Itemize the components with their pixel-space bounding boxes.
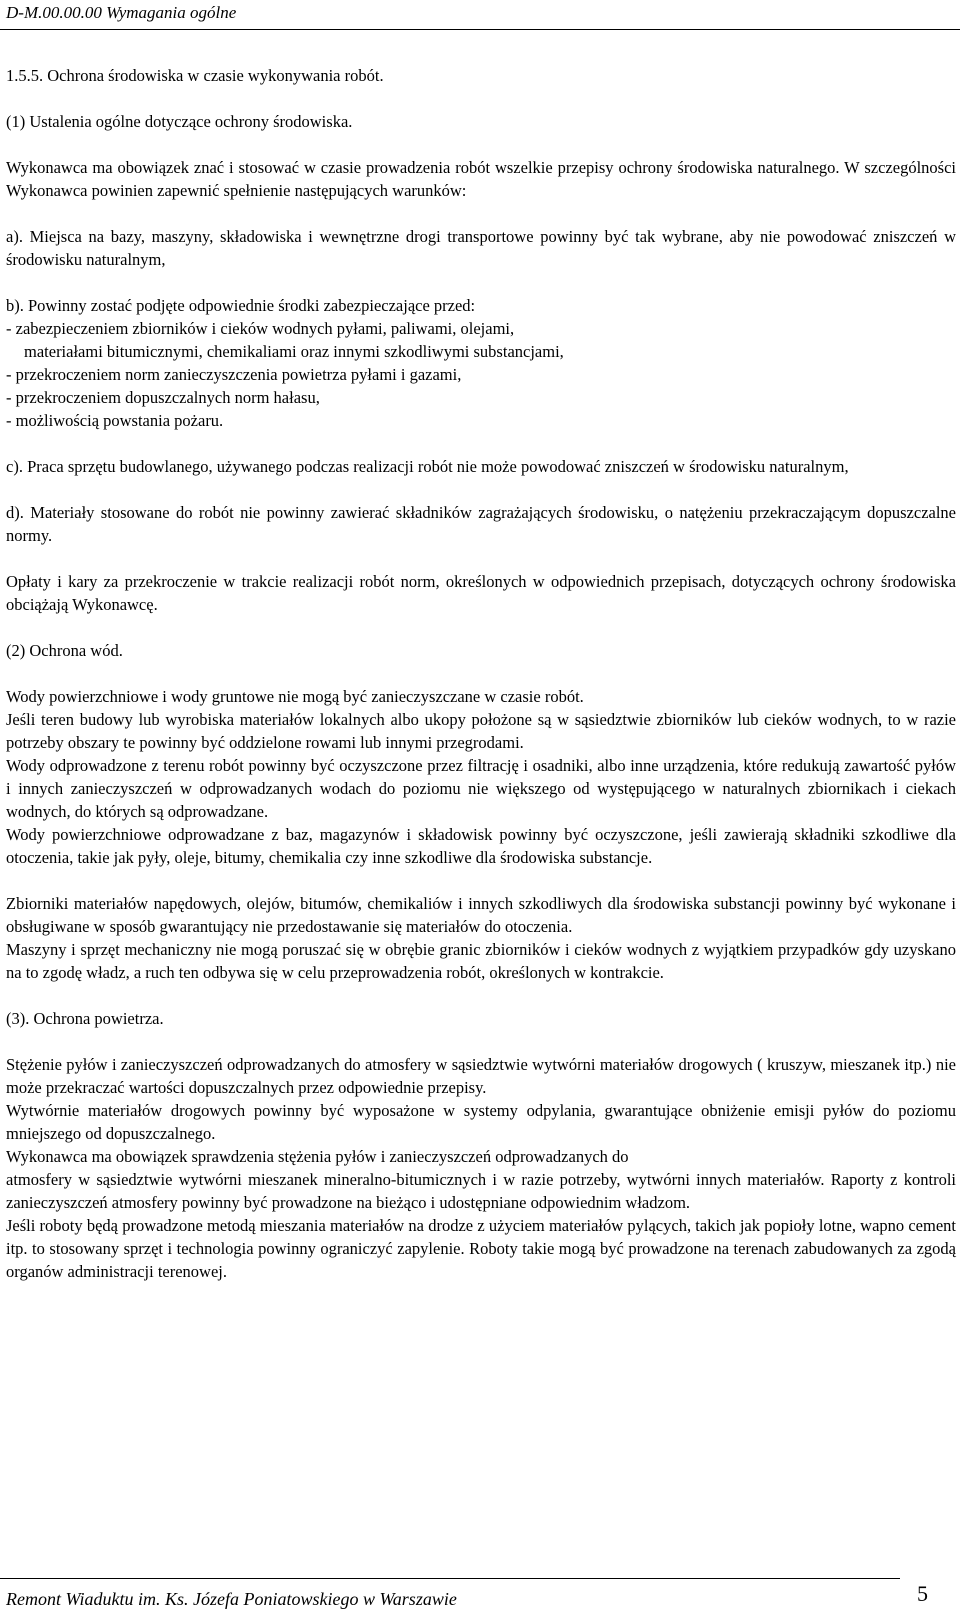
paragraph-item-b: b). Powinny zostać podjęte odpowiednie środki zabezpieczające przed: xyxy=(6,296,476,315)
paragraph-item-c: c). Praca sprzętu budowlanego, używanego podczas realizacji robót nie może powodować zniszczeń w środowisku naturalnym, xyxy=(6,457,849,476)
footer-divider xyxy=(0,1578,900,1579)
page-footer-title: Remont Wiaduktu im. Ks. Józefa Poniatowskiego w Warszawie xyxy=(6,1589,457,1609)
paragraph-air-2: Wytwórnie materiałów drogowych powinny być wyposażone w systemy odpylania, gwarantujące obniżenie emisji pyłów do poziomu mniejszego od dopuszczalnego. xyxy=(6,1101,956,1143)
section-heading-1-5-5: 1.5.5. Ochrona środowiska w czasie wykonywania robót. xyxy=(6,66,384,85)
paragraph-tanks: Zbiorniki materiałów napędowych, olejów, bitumów, chemikaliów i innych szkodliwych dla środowiska substancji powinny być wykonane i obsługiwane w sposób gwarantujący nie przedostawanie się materiałów do otoczenia. xyxy=(6,894,956,936)
list-item-b-4: - możliwością powstania pożaru. xyxy=(6,411,224,430)
list-item-b-2: - przekroczeniem norm zanieczyszczenia powietrza pyłami i gazami, xyxy=(6,365,462,384)
paragraph-item-a: a). Miejsca na bazy, maszyny, składowiska i wewnętrzne drogi transportowe powinny być tak wybrane, aby nie powodować zniszczeń w środowisku naturalnym, xyxy=(6,227,956,269)
list-item-b-1: - zabezpieczeniem zbiorników i cieków wodnych pyłami, paliwami, olejami, xyxy=(6,319,515,338)
paragraph-item-d: d). Materiały stosowane do robót nie powinny zawierać składników zagrażających środowisku, o natężeniu przekraczającym dopuszczalne normy. xyxy=(6,503,956,545)
paragraph-water-1: Wody powierzchniowe i wody gruntowe nie mogą być zanieczyszczane w czasie robót. xyxy=(6,687,584,706)
paragraph-air-4: Jeśli roboty będą prowadzone metodą mieszania materiałów na drodze z użyciem materiałów pylących, takich jak popioły lotne, wapno cement itp. to stosowany sprzęt i technologia powinny ograniczyć zapylenie. Roboty takie mogą być prowadzone na terenach zabudowanych za zgodą organów administracji terenowej. xyxy=(6,1216,956,1281)
paragraph-water-2: Jeśli teren budowy lub wyrobiska materiałów lokalnych albo ukopy położone są w sąsiedztwie zbiorników lub cieków wodnych, to w razie potrzeby obszary te powinny być oddzielone rowami lub innymi przegrodami. xyxy=(6,710,956,752)
subsection-heading-general: (1) Ustalenia ogólne dotyczące ochrony środowiska. xyxy=(6,112,353,131)
paragraph-water-3: Wody odprowadzone z terenu robót powinny być oczyszczone przez filtrację i osadniki, albo inne urządzenia, które redukują zawartość pyłów i innych zanieczyszczeń w odprowadzanych wodach do poziomu nie większego od występującego w naturalnych zbiornikach i ciekach wodnych, do których są odprowadzane. xyxy=(6,756,956,821)
header-divider xyxy=(0,29,960,30)
paragraph-air-1: Stężenie pyłów i zanieczyszczeń odprowadzanych do atmosfery w sąsiedztwie wytwórni materiałów drogowych ( kruszyw, mieszanek itp.) nie może przekraczać wartości dopuszczalnych przez odpowiednie przepisy. xyxy=(6,1055,956,1097)
document-body xyxy=(6,64,956,1283)
list-item-b-3: - przekroczeniem dopuszczalnych norm hałasu, xyxy=(6,388,320,407)
subsection-heading-air: (3). Ochrona powietrza. xyxy=(6,1009,164,1028)
subsection-heading-water: (2) Ochrona wód. xyxy=(6,641,123,660)
paragraph-fees: Opłaty i kary za przekroczenie w trakcie realizacji robót norm, określonych w odpowiednich przepisach, dotyczących ochrony środowiska obciążają Wykonawcę. xyxy=(6,572,956,614)
paragraph-air-3-line1: Wykonawca ma obowiązek sprawdzenia stężenia pyłów i zanieczyszczeń odprowadzanych do xyxy=(6,1147,629,1166)
paragraph-water-4: Wody powierzchniowe odprowadzane z baz, magazynów i składowisk powinny być oczyszczone, jeśli zawierają składniki szkodliwe dla otoczenia, takie jak pyły, oleje, bitumy, chemikalia czy inne szkodliwe dla środowiska substancje. xyxy=(6,825,956,867)
page-header-title: D-M.00.00.00 Wymagania ogólne xyxy=(6,3,237,22)
list-item-b-1-cont: materiałami bitumicznymi, chemikaliami oraz innymi szkodliwymi substancjami, xyxy=(24,342,564,361)
paragraph-contractor-duty: Wykonawca ma obowiązek znać i stosować w czasie prowadzenia robót wszelkie przepisy ochrony środowiska naturalnego. W szczególności Wykonawca powinien zapewnić spełnienie następujących warunków: xyxy=(6,158,956,200)
paragraph-air-3-cont: atmosfery w sąsiedztwie wytwórni mieszanek mineralno-bitumicznych i w razie potrzeby, wytwórni innych materiałów. Raporty z kontroli zanieczyszczeń atmosfery powinny być prowadzone na bieżąco i udostępniane odpowiednim władzom. xyxy=(6,1170,956,1212)
paragraph-machines: Maszyny i sprzęt mechaniczny nie mogą poruszać się w obrębie granic zbiorników i cieków wodnych z wyjątkiem przypadków gdy uzyskano na to zgodę władz, a ruch ten odbywa się w celu przeprowadzenia robót, określonych w kontrakcie. xyxy=(6,940,956,982)
page-number: 5 xyxy=(917,1581,928,1606)
